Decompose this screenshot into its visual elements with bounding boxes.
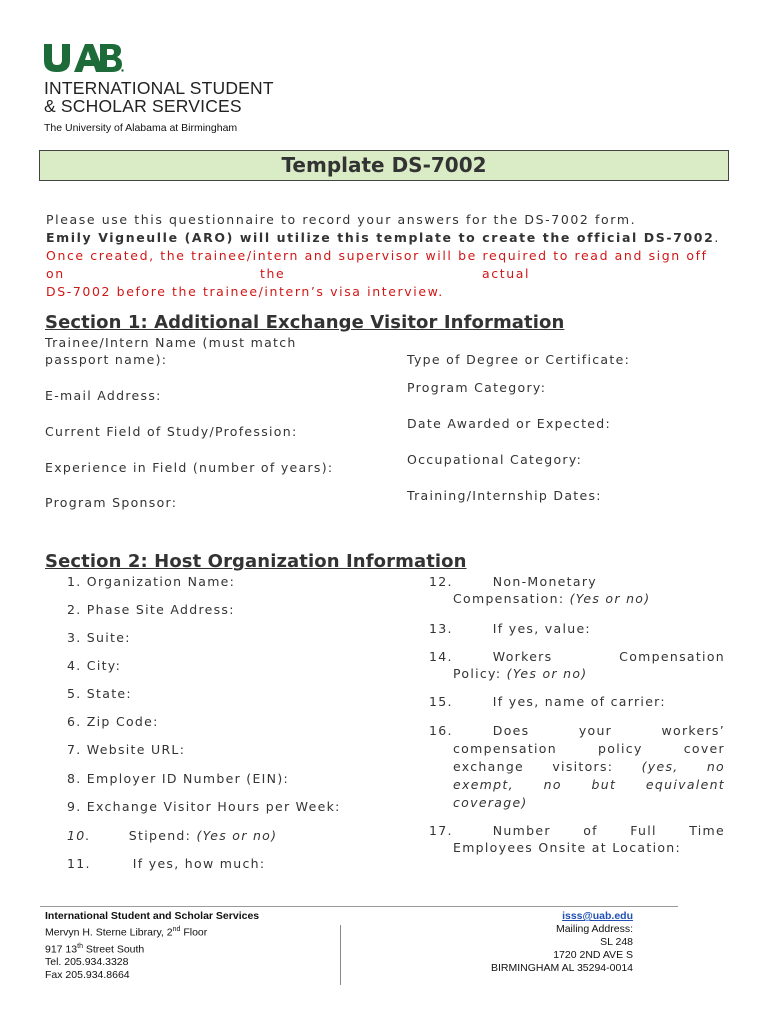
- field-state: 5. State:: [67, 686, 132, 701]
- field-workers-comp-cont: Policy: (Yes or no): [453, 666, 588, 681]
- field-occupational-category: Occupational Category:: [407, 452, 583, 467]
- field-suite: 3. Suite:: [67, 630, 131, 645]
- field-comp-coverage-l2: compensation policy cover: [453, 741, 725, 756]
- section1-heading: Section 1: Additional Exchange Visitor Information: [45, 312, 565, 333]
- field-trainee-name-cont: passport name):: [45, 352, 168, 367]
- intro-line3: Once created, the trainee/intern and supervisor will be required to read and sign off: [46, 248, 708, 263]
- field-sponsor: Program Sponsor:: [45, 495, 178, 510]
- university-name: The University of Alabama at Birmingham: [44, 122, 238, 134]
- field-comp-coverage-l5: coverage): [453, 795, 528, 810]
- intro-line5: DS-7002 before the trainee/intern’s visa interview.: [46, 284, 444, 299]
- field-comp-coverage-l3: exchange visitors: (yes, no: [453, 759, 725, 774]
- footer-separator: [340, 925, 341, 985]
- page-title: Template DS-7002: [39, 150, 729, 181]
- field-hours: 9. Exchange Visitor Hours per Week:: [67, 799, 341, 814]
- field-study: Current Field of Study/Profession:: [45, 424, 298, 439]
- org-name-line2: & SCHOLAR SERVICES: [44, 96, 242, 116]
- field-non-monetary-cont: Compensation: (Yes or no): [453, 591, 651, 606]
- intro-line2: Emily Vigneulle (ARO) will utilize this template to create the official DS-7002.: [46, 230, 720, 245]
- field-experience: Experience in Field (number of years):: [45, 460, 334, 475]
- field-stipend: 10. Stipend: (Yes or no): [67, 828, 278, 843]
- field-fulltime-employees: 17. Number of Full Time: [429, 823, 725, 838]
- section2-heading: Section 2: Host Organization Information: [45, 551, 467, 572]
- field-site-address: 2. Phase Site Address:: [67, 602, 235, 617]
- intro-line1: Please use this questionnaire to record your answers for the DS-7002 form.: [46, 212, 637, 227]
- org-name-line1: INTERNATIONAL STUDENT: [44, 78, 274, 98]
- field-zip: 6. Zip Code:: [67, 714, 159, 729]
- field-carrier: 15. If yes, name of carrier:: [429, 694, 666, 709]
- field-website: 7. Website URL:: [67, 742, 186, 757]
- field-ein: 8. Employer ID Number (EIN):: [67, 771, 290, 786]
- footer-left: International Student and Scholar Services Mervyn H. Sterne Library, 2nd Floor 917 13th Street South Tel. 205.934.3328 Fax 205.934.8664: [45, 910, 260, 981]
- field-comp-coverage: 16. Does your workers’: [429, 723, 725, 738]
- field-email: E-mail Address:: [45, 388, 162, 403]
- field-program-category: Program Category:: [407, 380, 547, 395]
- field-comp-coverage-l4: exempt, no but equivalent: [453, 777, 725, 792]
- field-city: 4. City:: [67, 658, 122, 673]
- field-training-dates: Training/Internship Dates:: [407, 488, 602, 503]
- footer-right: isss@uab.edu Mailing Address: SL 248 1720 2ND AVE S BIRMINGHAM AL 35294-0014: [490, 910, 633, 974]
- field-trainee-name: Trainee/Intern Name (must match: [45, 335, 297, 350]
- field-value: 13. If yes, value:: [429, 621, 591, 636]
- footer-divider: [40, 906, 678, 907]
- field-non-monetary: 12. Non-Monetary: [429, 574, 597, 589]
- field-stipend-amount: 11. If yes, how much:: [67, 856, 266, 871]
- field-workers-comp: 14. Workers Compensation: [429, 649, 725, 664]
- field-degree: Type of Degree or Certificate:: [407, 352, 631, 367]
- field-org-name: 1. Organization Name:: [67, 574, 236, 589]
- email-link[interactable]: isss@uab.edu: [562, 910, 633, 922]
- field-date-awarded: Date Awarded or Expected:: [407, 416, 612, 431]
- field-fulltime-employees-cont: Employees Onsite at Location:: [453, 840, 682, 855]
- uab-logo: [44, 44, 124, 72]
